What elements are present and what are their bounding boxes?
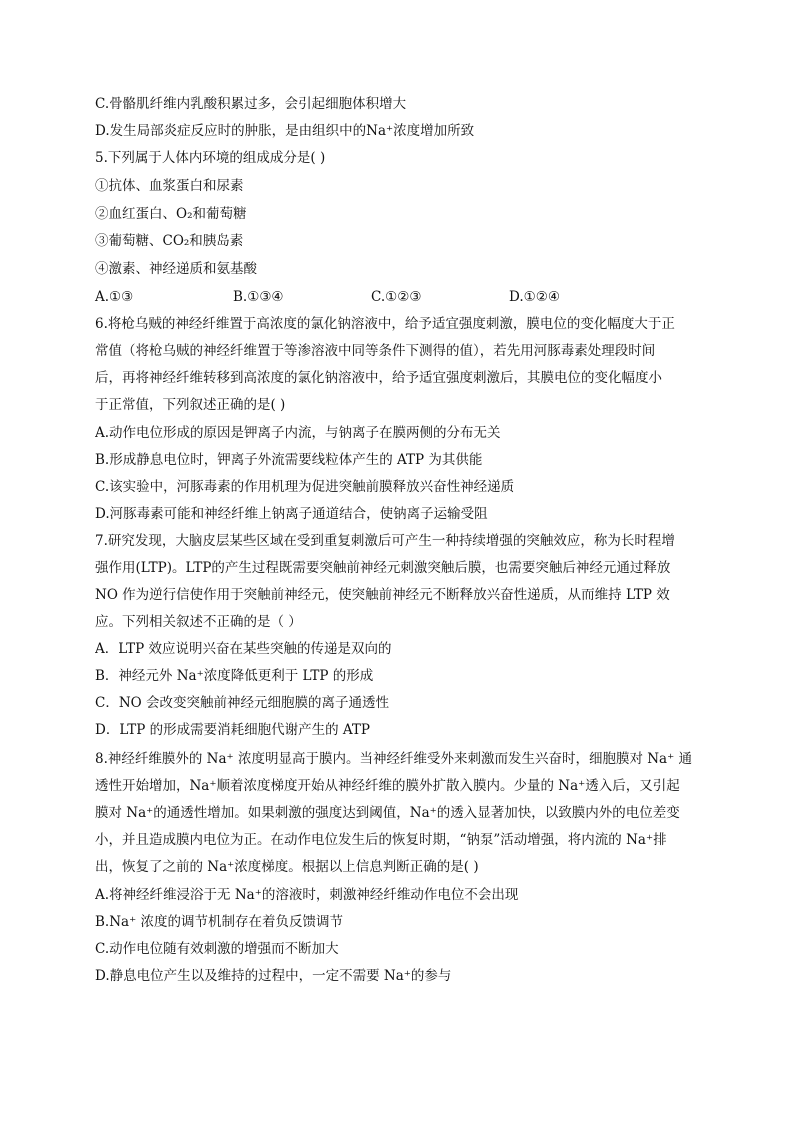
q6-stem-line-4: 于正常值，下列叙述正确的是( ) <box>95 397 286 413</box>
q5-option-a: A.①③ <box>95 289 134 305</box>
q7-stem-line-1: 7.研究发现，大脑皮层某些区域在受到重复刺激后可产生一种持续增强的突触效应，称为长时程增 <box>95 533 675 549</box>
q5-option-c: C.①②③ <box>371 289 422 305</box>
q7-stem-line-2: 强作用(LTP)。LTP的产生过程既需要突触前神经元刺激突触后膜，也需要突触后神经元通过释放 <box>95 560 671 576</box>
q6-stem-line-2: 常值（将枪乌贼的神经纤维置于等渗溶液中同等条件下测得的值），若先用河豚毒素处理段时间 <box>95 343 656 359</box>
q8-stem-line-4: 小，并且造成膜内电位为正。在动作电位发生后的恢复时期，“钠泵”活动增强，将内流的 Na⁺排 <box>95 832 667 848</box>
q8-stem-line-2: 透性开始增加，Na⁺顺着浓度梯度开始从神经纤维的膜外扩散入膜内。少量的 Na⁺透入后，又引起 <box>95 778 680 794</box>
q5-option-b: B.①③④ <box>233 289 284 305</box>
q5-item-1: ①抗体、血浆蛋白和尿素 <box>95 178 244 194</box>
q6-stem-line-1: 6.将枪乌贼的神经纤维置于高浓度的氯化钠溶液中，给予适宜强度刺激，膜电位的变化幅度大于正 <box>95 316 675 332</box>
q8-option-d: D.静息电位产生以及维持的过程中，一定不需要 Na⁺的参与 <box>95 968 452 984</box>
q4-option-c: C.骨骼肌纤维内乳酸积累过多，会引起细胞体积增大 <box>95 96 407 112</box>
q8-stem-line-1: 8.神经纤维膜外的 Na⁺ 浓度明显高于膜内。当神经纤维受外来刺激而发生兴奋时，细胞膜对 Na⁺ 通 <box>95 751 693 767</box>
q5-item-3: ③葡萄糖、CO₂和胰岛素 <box>95 233 244 249</box>
q6-option-a: A.动作电位形成的原因是钾离子内流，与钠离子在膜两侧的分布无关 <box>95 425 501 441</box>
q6-option-c: C.该实验中，河豚毒素的作用机理为促进突触前膜释放兴奋性神经递质 <box>95 479 515 495</box>
q5-item-2: ②血红蛋白、O₂和葡萄糖 <box>95 206 247 222</box>
q6-stem-line-3: 后，再将神经纤维转移到高浓度的氯化钠溶液中，给予适宜强度刺激后，其膜电位的变化幅度小 <box>95 370 662 386</box>
q8-option-c: C.动作电位随有效刺激的增强而不断加大 <box>95 941 339 957</box>
q5-stem: 5.下列属于人体内环境的组成成分是( ) <box>95 150 326 166</box>
q7-option-d: D．LTP 的形成需要消耗细胞代谢产生的 ATP <box>95 722 370 738</box>
q7-option-b: B．神经元外 Na⁺浓度降低更利于 LTP 的形成 <box>95 668 374 684</box>
q8-option-b: B.Na⁺ 浓度的调节机制存在着负反馈调节 <box>95 914 343 930</box>
q5-item-4: ④激素、神经递质和氨基酸 <box>95 261 257 277</box>
q6-option-b: B.形成静息电位时，钾离子外流需要线粒体产生的 ATP 为其供能 <box>95 452 483 468</box>
q6-option-d: D.河豚毒素可能和神经纤维上钠离子通道结合，使钠离子运输受阻 <box>95 506 488 522</box>
q7-option-a: A．LTP 效应说明兴奋在某些突触的传递是双向的 <box>95 641 392 657</box>
q4-option-d: D.发生局部炎症反应时的肿胀，是由组织中的Na⁺浓度增加所致 <box>95 123 475 139</box>
q5-option-d: D.①②④ <box>509 289 560 305</box>
q7-option-c: C．NO 会改变突触前神经元细胞膜的离子通透性 <box>95 695 390 711</box>
q5-options <box>95 288 710 306</box>
q7-stem-line-4: 应。下列相关叙述不正确的是（ ） <box>95 614 302 630</box>
q8-stem-line-3: 膜对 Na⁺的通透性增加。如果刺激的强度达到阈值，Na⁺的透入显著加快，以致膜内外的电位差变 <box>95 805 680 821</box>
q7-stem-line-3: NO 作为逆行信使作用于突触前神经元，使突触前神经元不断释放兴奋性递质，从而维持 LTP 效 <box>95 587 670 603</box>
q8-stem-line-5: 出，恢复了之前的 Na⁺浓度梯度。根据以上信息判断正确的是( ) <box>95 859 479 875</box>
q8-option-a: A.将神经纤维浸浴于无 Na⁺的溶液时，刺激神经纤维动作电位不会出现 <box>95 887 519 903</box>
